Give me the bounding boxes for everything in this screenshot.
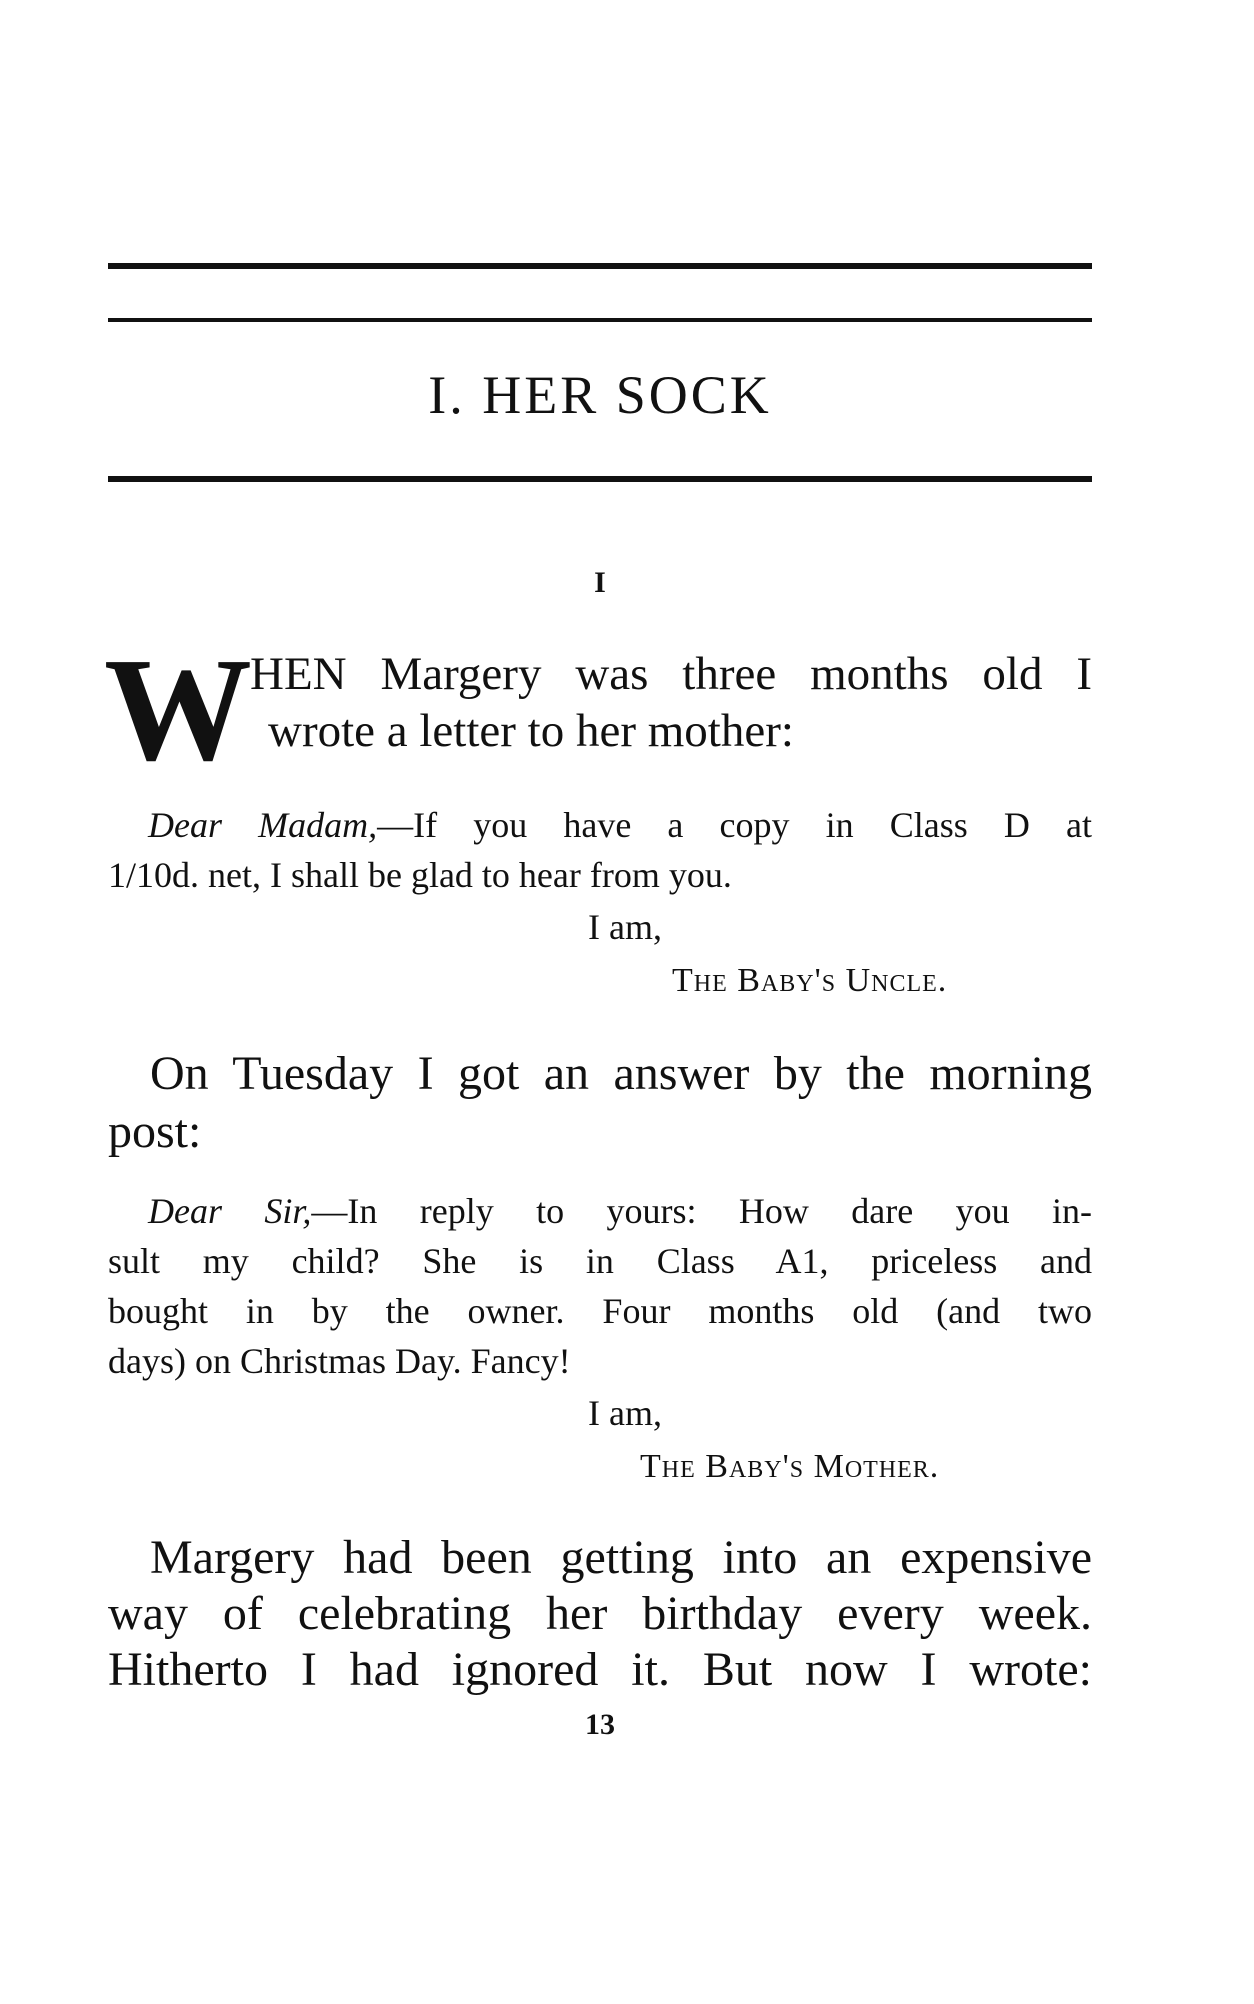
chapter-title: I. HER SOCK: [428, 365, 772, 425]
letter2-salutation: Dear Sir,: [148, 1191, 312, 1231]
letter1-line-2: 1/10d. net, I shall be glad to hear from you.: [108, 855, 732, 895]
section-number: I: [594, 566, 606, 599]
letter1-closing: I am,: [588, 907, 662, 947]
narrative1-line-1: On Tuesday I got an answer by the morning: [150, 1047, 1092, 1100]
narrative2-line-1: Margery had been getting into an expensive: [150, 1531, 1092, 1584]
letter2-line-1-text: —In reply to yours: How dare you in-: [311, 1191, 1093, 1231]
letter2-signature: The Baby's Mother.: [640, 1448, 940, 1485]
narrative2-line-3: Hitherto I had ignored it. But now I wrote:: [108, 1643, 1092, 1696]
narrative1-line-2: post:: [108, 1105, 202, 1158]
opening-line-2: wrote a letter to her mother:: [268, 705, 794, 757]
narrative2-line-2: way of celebrating her birthday every week.: [108, 1587, 1092, 1640]
second-rule: [108, 318, 1092, 322]
letter2-line-2: sult my child? She is in Class A1, priceless and: [108, 1241, 1092, 1281]
letter1-salutation: Dear Madam,: [148, 805, 378, 845]
page-number: 13: [585, 1708, 615, 1741]
letter2-line-3: bought in by the owner. Four months old (and two: [108, 1291, 1092, 1331]
letter2-line-4: days) on Christmas Day. Fancy!: [108, 1341, 571, 1381]
top-rule: [108, 263, 1092, 269]
letter1-signature: The Baby's Uncle.: [672, 962, 948, 999]
letter1-line-1: [148, 800, 1092, 850]
opening-line-1: HEN Margery was three months old I: [250, 648, 1092, 700]
letter2-line-1: [148, 1186, 1092, 1236]
letter1-line-1-text: —If you have a copy in Class D at: [377, 805, 1092, 845]
letter2-closing: I am,: [588, 1393, 662, 1433]
title-underline-rule: [108, 476, 1092, 482]
drop-cap: W: [104, 628, 248, 792]
